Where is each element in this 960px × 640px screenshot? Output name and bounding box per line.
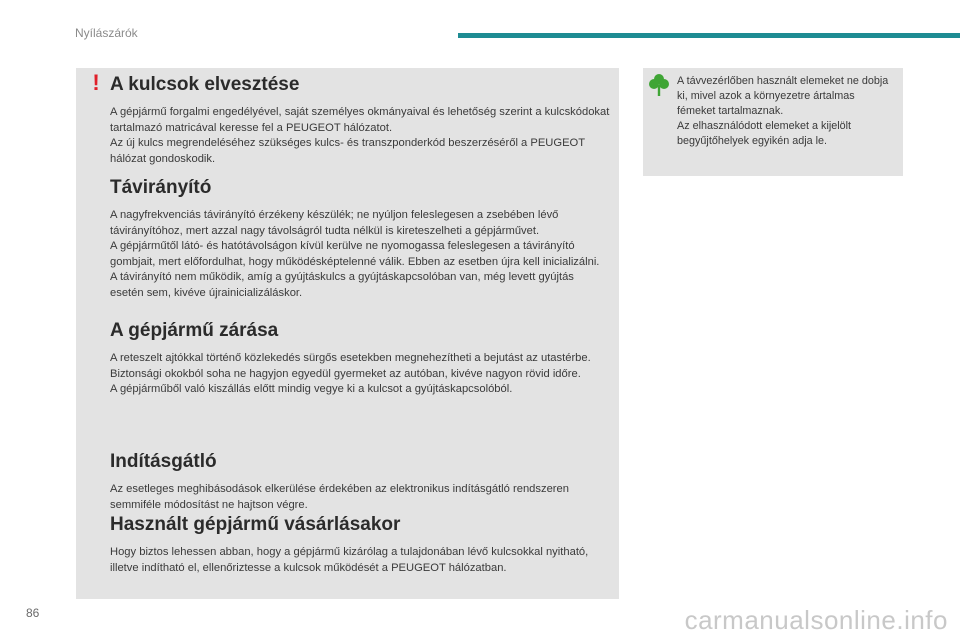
section-used-vehicle	[110, 513, 610, 576]
section-title: A kulcsok elvesztése	[110, 74, 300, 95]
section-immobiliser	[110, 450, 610, 513]
section-text: A reteszelt ajtókkal történő közlekedés sürgős esetekben megnehezítheti a bejutást az utastérbe. Biztonsági okokból soha ne hagyjon egyedül gyermeket az autóban, kivéve nagyon rövid időre. A gépjárműből való kiszállás előtt mindig vegye ki a kulcsot a gyújtáskapcsolóból.	[110, 352, 591, 395]
warning-exclamation-icon: !	[92, 70, 100, 95]
section-title: A gépjármű zárása	[110, 320, 279, 341]
section-title: Használt gépjármű vásárlásakor	[110, 514, 401, 535]
section-remote-control	[110, 176, 610, 301]
watermark: carmanualsonline.info	[684, 605, 948, 635]
section-text: Az esetleges meghibásodások elkerülése érdekében az elektronikus indításgátló rendszeren semmiféle módosítást ne hajtson végre.	[110, 483, 569, 511]
section-title: Indításgátló	[110, 451, 217, 472]
eco-leaf-icon	[649, 73, 669, 97]
header-accent-bar	[458, 33, 960, 38]
page-number: 86	[26, 606, 40, 620]
section-title: Távirányító	[110, 177, 212, 198]
section-text: Hogy biztos lehessen abban, hogy a gépjármű kizárólag a tulajdonában lévő kulcsokkal nyitható, illetve indítható el, ellenőriztesse a kulcsok működését a PEUGEOT hálózatban.	[110, 546, 589, 574]
section-text: A gépjármű forgalmi engedélyével, saját személyes okmányaival és lehetőség szerint a kulcskódokat tartalmazó matricával keresse fel a PEUGEOT hálózatot. Az új kulcs megrendeléséhez szükséges kulcs- és transzponderkód beszerzéséről a PEUGEOT hálózat gondoskodik.	[110, 106, 610, 165]
eco-note-text: A távvezérlőben használt elemeket ne dobja ki, mivel azok a környezetre ártalmas fémeket tartalmaznak. Az elhasználódott elemeket a kijelölt begyűjtőhelyek egyikén adja le.	[677, 75, 889, 147]
section-text: A nagyfrekvenciás távirányító érzékeny készülék; ne nyúljon feleslegesen a zsebében lévő távirányítóhoz, mert azzal nagy távolságról tudta nélkül is kireteszelheti a gépjárművet. A gépjárműtől látó- és hatótávolságon kívül kerülve ne nyomogassa feleslegesen a távirányító gombjait, mert előfordulhat, hogy működésképtelenné válik. Ebben az esetben újra kell inicializálni. A távirányító nem működik, amíg a gyújtáskulcs a gyújtáskapcsolóban van, még levett gyújtás esetén sem, kivéve újrainicializáláskor.	[110, 209, 600, 299]
section-vehicle-locking	[110, 319, 610, 398]
header-title: Nyílászárók	[75, 26, 138, 40]
section-lost-keys	[110, 73, 610, 167]
